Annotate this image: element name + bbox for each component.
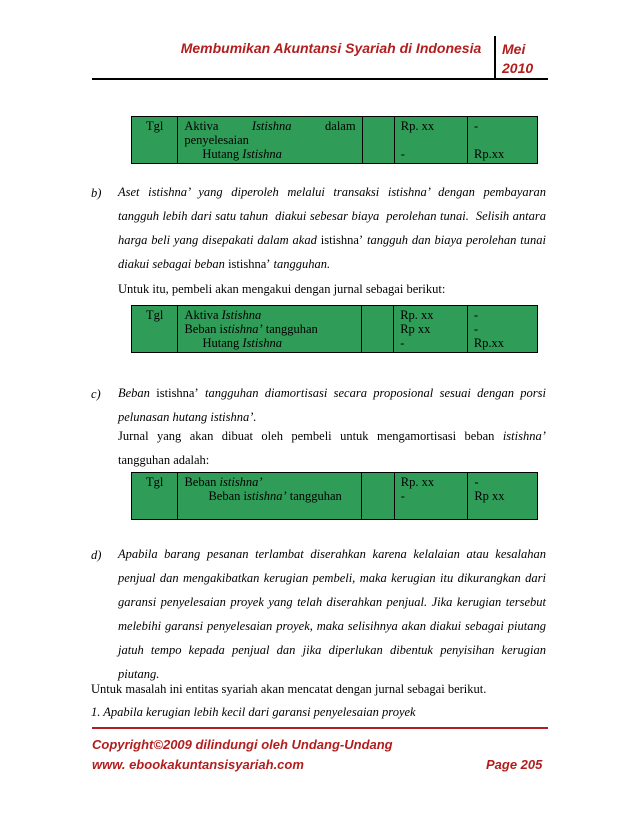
credit-value: - [473, 308, 478, 322]
account-line: penyelesaian [184, 133, 249, 147]
page-header-title: Membumikan Akuntansi Syariah di Indonesia [180, 40, 482, 56]
header-month: Mei [502, 41, 526, 57]
journal-table-3 [131, 472, 538, 520]
table-cell-empty [362, 117, 394, 164]
debit-value: Rp xx [400, 322, 431, 336]
account-line: Aktiva Istishna dalam [184, 119, 356, 133]
debit-value: Rp. xx [400, 119, 435, 133]
table-cell-credit [468, 117, 538, 164]
credit-value: - [474, 119, 479, 133]
footer-rule [92, 727, 548, 729]
header-divider [494, 36, 496, 78]
table-cell-account [178, 306, 361, 353]
table-cell-debit [394, 306, 468, 353]
table-cell-date: Tgl [132, 473, 178, 520]
section-c-note-line2: tangguhan adalah: [118, 453, 210, 467]
footer-website: www. ebookakuntansisyariah.com [92, 757, 304, 772]
credit-value: - [473, 322, 478, 336]
footer-page-number: Page 205 [486, 757, 543, 772]
credit-value: Rp.xx [474, 147, 505, 161]
debit-value: Rp. xx [400, 308, 434, 322]
account-line: Hutang Istishna [202, 147, 282, 161]
table-row [132, 306, 538, 353]
closing-text: Untuk masalah ini entitas syariah akan mencatat dengan jurnal sebagai berikut. [91, 682, 487, 696]
credit-value: Rp.xx [473, 336, 505, 350]
section-c-label: c) [91, 387, 101, 401]
table-cell-debit [394, 117, 467, 164]
table-cell-credit [467, 306, 537, 353]
table-cell-account [178, 117, 362, 164]
table-cell-credit [468, 473, 538, 520]
account-line: Hutang Istishna [202, 336, 282, 350]
debit-value: - [400, 489, 405, 503]
table-cell-empty [362, 473, 394, 520]
credit-value: Rp xx [474, 489, 505, 503]
account-line: Beban istishna’ tangguhan [184, 322, 318, 336]
item-1-text: 1. Apabila kerugian lebih kecil dari garansi penyelesaian proyek [91, 705, 416, 719]
section-b-label: b) [91, 186, 102, 200]
journal-table-1 [131, 116, 538, 164]
section-c-text: Beban istishna’ tangguhan diamortisasi secara proposional sesuai dengan porsi pelunasan hutang istishna’. [118, 386, 546, 424]
header-rule [92, 78, 548, 80]
debit-value: - [400, 336, 405, 350]
footer-copyright: Copyright©2009 dilindungi oleh Undang-Undang [92, 737, 393, 752]
credit-value: - [474, 475, 479, 489]
section-c-note-line1: Jurnal yang akan dibuat oleh pembeli untuk mengamortisasi beban istishna’ [118, 429, 546, 443]
debit-value: - [400, 147, 405, 161]
header-date [502, 40, 533, 78]
section-d-label: d) [91, 548, 102, 562]
section-b-note: Untuk itu, pembeli akan mengakui dengan jurnal sebagai berikut: [118, 282, 446, 296]
table-row [132, 473, 538, 520]
account-line: Beban istishna’ [184, 475, 263, 489]
header-year: 2010 [502, 60, 534, 76]
section-d-text: Apabila barang pesanan terlambat diserahkan karena kelalaian atau kesalahan penjual dan mengakibatkan kerugian pembeli, maka kerugian itu dikurangkan dari garansi penyelesaian proyek yang telah diserahkan penjual. Jika kerugian tersebut melebihi garansi penyelesaian proyek, maka selisihnya akan diakui sebagai piutang jatuh tempo kepada penjual dan jika diperlukan dibentuk penyisihan kerugian piutang. [118, 547, 546, 681]
debit-value: Rp. xx [400, 475, 435, 489]
table-cell-date: Tgl [132, 117, 178, 164]
section-b-text: Aset istishna’ yang diperoleh melalui transaksi istishna’ dengan pembayaran tangguh lebih dari satu tahun diakui sebesar biaya perolehan tunai. Selisih antara harga beli yang disepakati dalam akad istishna’ tangguh dan biaya perolehan tunai diakui sebagai beban istishna’ tangguhan. [118, 185, 546, 271]
table-cell-empty [361, 306, 393, 353]
table-cell-date: Tgl [132, 306, 178, 353]
table-cell-debit [394, 473, 468, 520]
table-cell-account [178, 473, 362, 520]
journal-table-2 [131, 305, 538, 353]
account-line: Aktiva Istishna [184, 308, 262, 322]
table-row [132, 117, 538, 164]
account-line: Beban istishna’ tangguhan [208, 489, 342, 503]
